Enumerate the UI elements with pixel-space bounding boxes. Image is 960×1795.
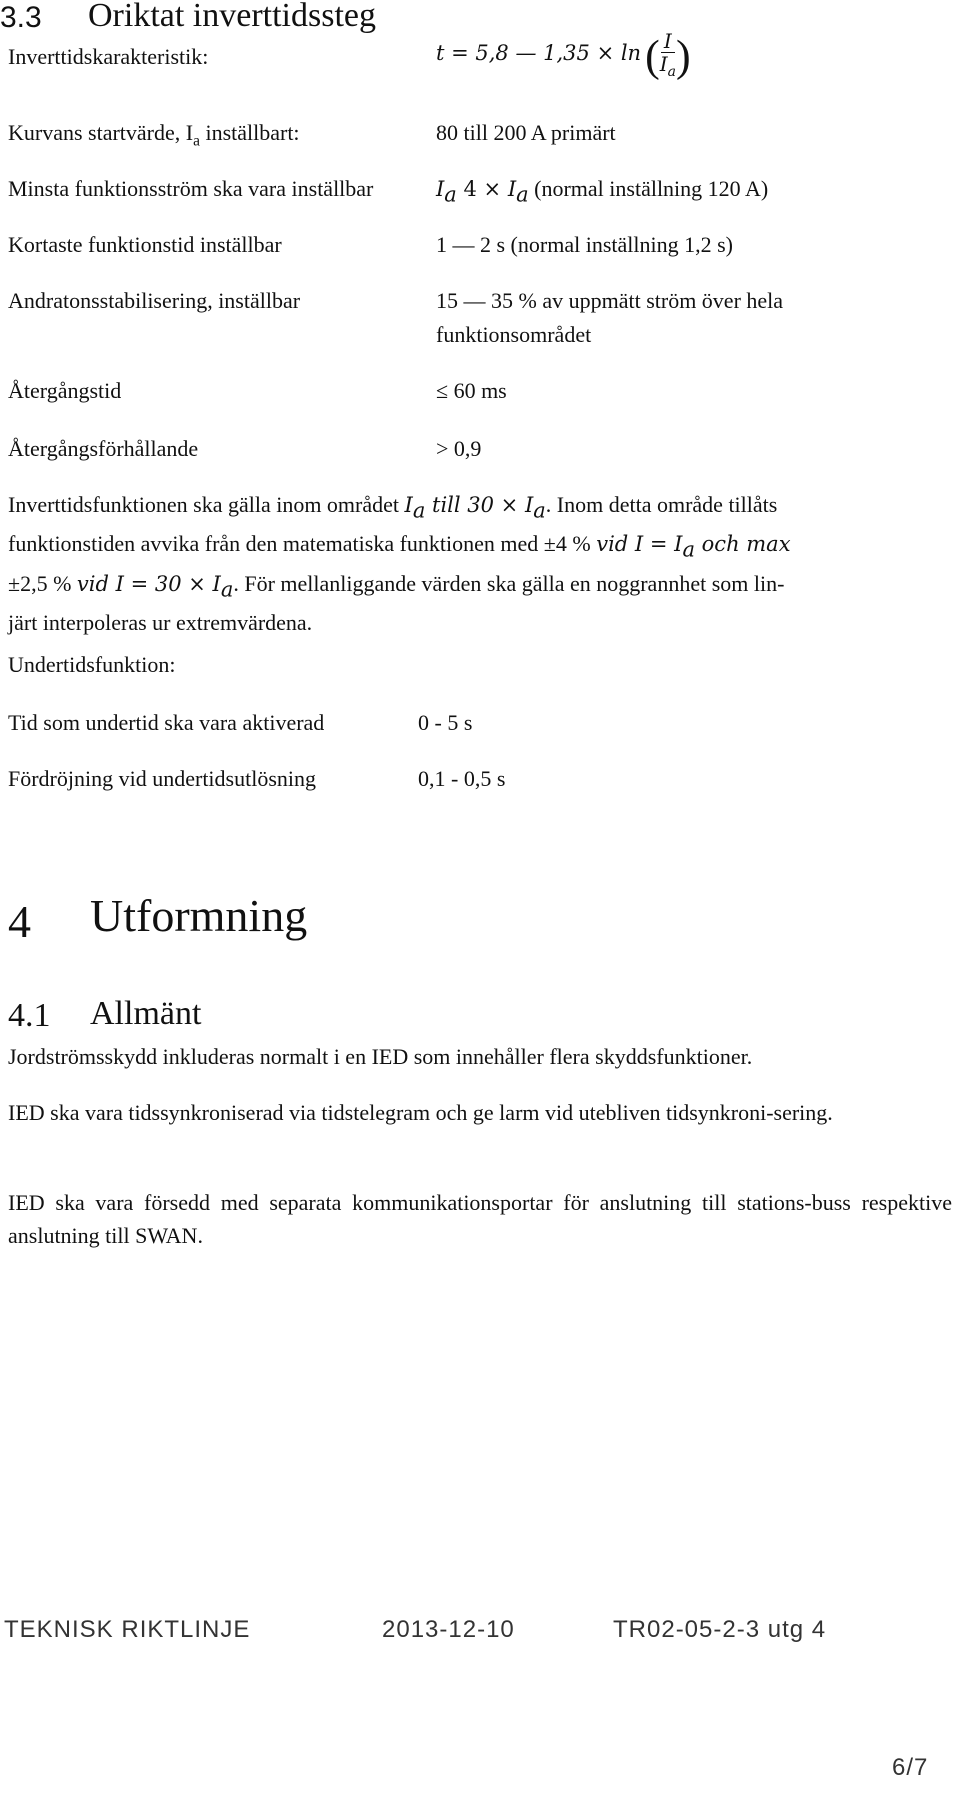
undertid-row-label: Tid som undertid ska vara aktiverad xyxy=(8,710,325,735)
footer-doc-id: TR02-05-2-3 utg 4 xyxy=(613,1616,827,1643)
row-value-andratonsstabilisering-line2: funktionsområdet xyxy=(436,322,592,347)
row-value-kortaste-funktionstid: 1 — 2 s (normal inställning 1,2 s) xyxy=(436,232,733,257)
characteristic-formula xyxy=(436,30,691,83)
paren-open: ( xyxy=(645,31,660,81)
body-paragraph: IED ska vara tidssynkroniserad via tidstelegram och ge larm vid utebliven tidsynkroni-sering. xyxy=(8,1100,833,1125)
row-label-startvarde: Kurvans startvärde, $I_a$ inställbart: xyxy=(8,120,300,150)
characteristic-label: Inverttidskarakteristik: xyxy=(8,44,209,69)
row-value-atergangsforhallande: > 0,9 xyxy=(436,436,482,461)
section-title: Oriktat inverttidssteg xyxy=(88,0,377,34)
section-heading xyxy=(0,0,42,36)
row-value-startvarde: 80 till 200 A primärt xyxy=(436,120,616,145)
body-paragraph: Jordströmsskydd inkluderas normalt i en IED som innehåller flera skyddsfunktioner. xyxy=(8,1044,753,1069)
row-value-atergangstid: ≤ 60 ms xyxy=(436,378,507,403)
page-number: 6/7 xyxy=(892,1754,929,1781)
section-number: 3.3 xyxy=(0,1,42,34)
row-value-minsta-funktionsstrom: $I_a$ $4 \times I_a$ (normal inställning 120 A) xyxy=(436,176,769,207)
fraction-numerator: I xyxy=(661,30,675,53)
undertid-row-value: 0 - 5 s xyxy=(418,710,473,735)
paren-close: ) xyxy=(676,31,691,81)
chapter-number: 4 xyxy=(8,896,31,947)
paragraph-line: järt interpoleras ur extremvärdena. xyxy=(8,610,313,636)
paragraph-line: Inverttidsfunktionen ska gälla inom området $I_a$ till $30 \times I_a$. Inom detta område tillåts xyxy=(8,492,778,523)
undertid-label: Undertidsfunktion: xyxy=(8,652,176,677)
subsection-number: 4.1 xyxy=(8,997,51,1034)
chapter-title: Utformning xyxy=(90,890,308,941)
formula-lhs: t = 5,8 — 1,35 × ln xyxy=(436,41,642,66)
row-label-minsta-funktionsstrom: Minsta funktionsström ska vara inställbar xyxy=(8,176,374,201)
footer-date: 2013-12-10 xyxy=(382,1616,515,1643)
body-paragraph: IED ska vara försedd med separata kommunikationsportar för anslutning till stations-buss respektive anslutning till SWAN. xyxy=(8,1190,952,1248)
inverttid-paragraph xyxy=(8,488,952,640)
row-label-atergangstid: Återgångstid xyxy=(8,378,122,403)
formula-fraction xyxy=(660,30,676,83)
fraction-denominator: $I_a$ xyxy=(659,52,676,80)
undertid-row-label: Fördröjning vid undertidsutlösning xyxy=(8,766,316,791)
row-value-andratonsstabilisering-line1: 15 — 35 % av uppmätt ström över hela xyxy=(436,288,784,313)
row-label-andratonsstabilisering: Andratonsstabilisering, inställbar xyxy=(8,288,301,313)
paragraph-line: ±2,5 % vid $I = 30 \times I_a$. För mellanliggande värden ska gälla en noggrannhet som lin- xyxy=(8,570,785,602)
footer-doc-type: TEKNISK RIKTLINJE xyxy=(4,1616,251,1643)
row-label-atergangsforhallande: Återgångsförhållande xyxy=(8,436,199,461)
paragraph-line: funktionstiden avvika från den matematiska funktionen med ±4 % vid $I = I_a$ och max xyxy=(8,531,791,562)
subsection-title: Allmänt xyxy=(90,995,202,1032)
row-label-kortaste-funktionstid: Kortaste funktionstid inställbar xyxy=(8,232,282,257)
undertid-row-value: 0,1 - 0,5 s xyxy=(418,766,506,791)
